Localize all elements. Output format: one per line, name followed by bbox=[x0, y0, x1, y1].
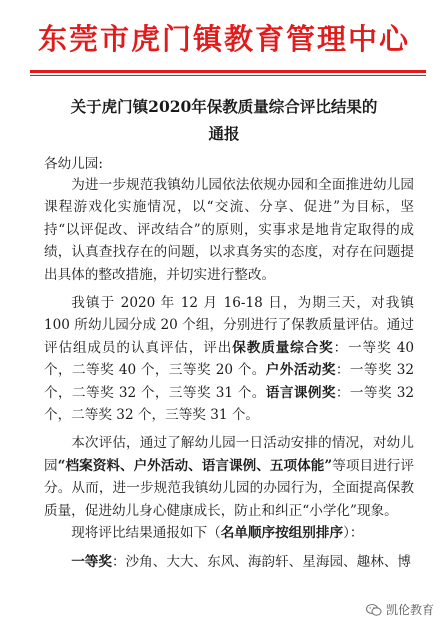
watermark-text: 凯伦教育 bbox=[385, 603, 434, 617]
para4-close: ）： bbox=[343, 525, 364, 542]
award-category-outdoor: 户外活动奖 bbox=[265, 362, 336, 379]
document-title-line1: 关于虎门镇2020年保教质量综合评比结果的 bbox=[70, 97, 378, 116]
document-title-line2: 通报 bbox=[208, 124, 240, 143]
first-prize-label: 一等奖 bbox=[71, 553, 112, 570]
org-header: 东莞市虎门镇教育管理中心 bbox=[37, 22, 410, 56]
award-category-language: 语言课例奖 bbox=[265, 384, 336, 401]
paragraph-4 bbox=[44, 522, 414, 544]
award-outdoor-counts: ：一等奖 32 个，二等奖 32 个，三等奖 31 个。 bbox=[44, 362, 415, 401]
para3-rest: 等项目进行评分。从而，进一步规范我镇幼儿园的办园行为，全面提高保教质量，促进幼儿身心健康成长，防止和纠正“小学化”现象。 bbox=[44, 457, 415, 519]
para3-intro: 本次评估，通过了解幼儿园一日活动安排的情况，对幼儿园 bbox=[44, 435, 414, 474]
award-quality-counts: ：一等奖 40 个，二等奖 40 个，三等奖 20 个。 bbox=[44, 339, 415, 379]
header-rule-thick bbox=[30, 70, 426, 73]
watermark bbox=[366, 601, 434, 618]
paragraph-3 bbox=[44, 432, 414, 522]
paragraph-1: 为进一步规范我镇幼儿园依法依规办园和全面推进幼儿园课程游戏化实施情况，以“交流、分享、促进”为目标，坚持“以评促改、评改结合”的原则，实事求是地肯定取得的成绩，认真查找存在的问题，以求真务实的态度，对存在问题提出具体的整改措施，并切实进行整改。 bbox=[44, 177, 414, 283]
para4-text: 现将评比结果通报如下（ bbox=[71, 525, 221, 542]
order-note: 名单顺序按组别排序 bbox=[220, 525, 344, 542]
wechat-icon bbox=[366, 603, 382, 617]
document-body bbox=[44, 174, 414, 573]
para2-intro: 我镇于 2020 年 12 月 16-18 日，为期三天，对我镇 100 所幼儿园分成 20 个组，分别进行了保教质量评估。通过评估组成员的认真评估，评出 bbox=[44, 295, 414, 356]
paragraph-5 bbox=[44, 551, 414, 573]
header-rule-thin bbox=[30, 75, 426, 76]
first-prize-list: ：沙角、大大、东风、海韵轩、星海园、趣林、博 bbox=[111, 553, 412, 570]
greeting: 各幼儿园: bbox=[44, 156, 103, 172]
award-category-quality: 保教质量综合奖 bbox=[232, 339, 334, 356]
evaluation-items: “档案资料、户外活动、语言课例、五项体能” bbox=[57, 457, 333, 474]
paragraph-2 bbox=[44, 292, 414, 426]
award-language-counts: ：一等奖 32 个，二等奖 32 个，三等奖 31 个。 bbox=[44, 384, 415, 424]
